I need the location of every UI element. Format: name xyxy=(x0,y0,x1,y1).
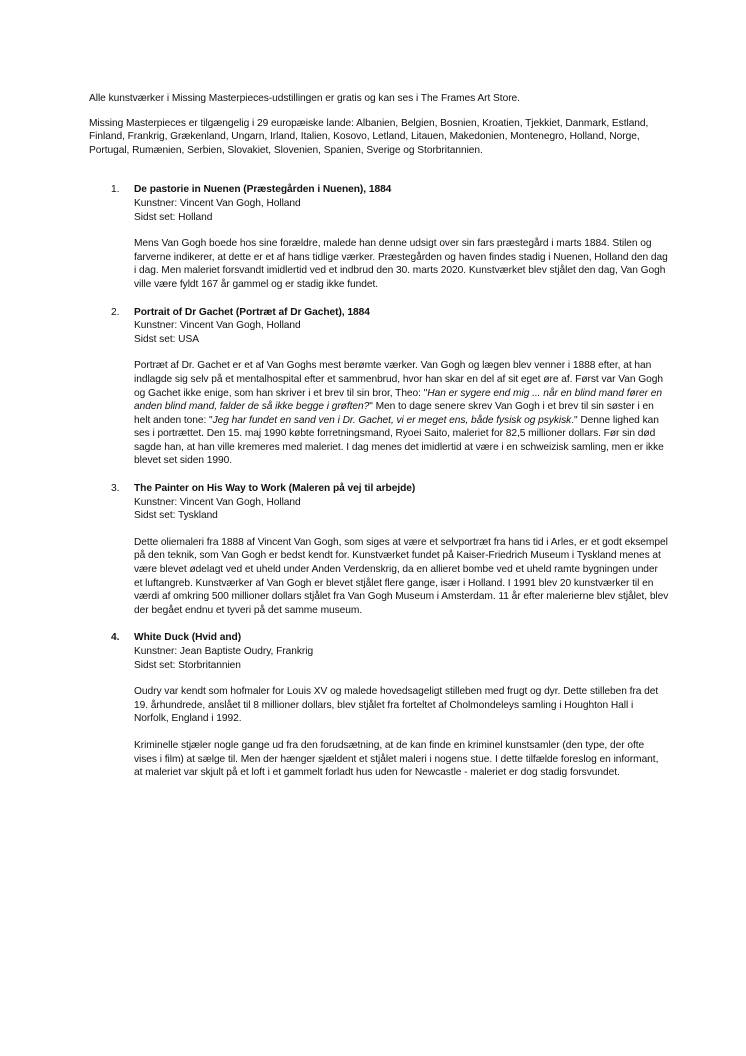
description-text: " Men to dage senere skrev Van Gogh i et brev til sin søster i en helt anden tone: " xyxy=(134,401,654,426)
quote-text: Han er sygere end mig ... når en blind mand fører en anden blind mand, falder de så ikke begge i grøften? xyxy=(134,387,662,413)
intro-paragraph-2: Missing Masterpieces er tilgængelig i 29 europæiske lande: Albanien, Belgien, Bosnien, Kroatien, Tjekkiet, Danmark, Estland, Finland, Frankrig, Grækenland, Ungarn, Irland, Italien, Kosovo, Letland, Litauen, Makedonien, Montenegro, Holland, Norge, Portugal, Rumænien, Serbien, Slovakiet, Slovenien, Spanien, Sverige og Storbritannien. xyxy=(89,117,649,156)
artwork-item-2 xyxy=(89,306,669,469)
document-page xyxy=(89,92,669,794)
item-number: 4. xyxy=(111,632,120,644)
artwork-item-3 xyxy=(89,482,669,617)
intro-paragraph-1: Alle kunstværker i Missing Masterpieces-udstillingen er gratis og kan ses i The Frames Art Store. xyxy=(89,93,520,104)
quote-text: Jeg har fundet en sand ven i Dr. Gachet, vi er meget ens, både fysisk og psykisk xyxy=(212,414,572,426)
artwork-description: Mens Van Gogh boede hos sine forældre, malede han denne udsigt over sin fars præstegård i marts 1884. Stilen og farverne indikerer, at dette er et af hans tidlige værker. Præstegården og haven findes stadig i Nuenen, Holland den dag i dag. Men maleriet forsvandt imidlertid ved et indbrud den 30. marts 2020. Kunstværket blev stjålet den dag, Van Gogh ville være fyldt 167 år gammel og er stadig ikke fundet. xyxy=(134,238,668,290)
item-number: 2. xyxy=(111,306,120,318)
artwork-last-seen: Sidst set: Tyskland xyxy=(134,510,218,522)
artwork-description-2: Kriminelle stjæler nogle gange ud fra den forudsætning, at de kan finde en kriminel kunstsamler (den type, der ofte vises i film) at sælge til. Men der hænger sjældent et stjålet maleri i nogens stue. I dette tilfælde foreslog en informant, at maleriet var skjult på et loft i et gammelt forladt hus uden for Newcastle - maleriet er dog stadig forsvundet. xyxy=(134,739,659,779)
artwork-artist: Kunstner: Vincent Van Gogh, Holland xyxy=(134,320,301,332)
artwork-item-4 xyxy=(89,631,669,779)
artwork-list xyxy=(89,183,669,779)
artwork-title: Portrait of Dr Gachet (Portræt af Dr Gachet), 1884 xyxy=(134,306,370,318)
artwork-last-seen: Sidst set: Storbritannien xyxy=(134,659,241,671)
description-text: Portræt af Dr. Gachet er et af Van Goghs mest berømte værker. Van Gogh og lægen blev venner i 1888 efter, at han indlagde sig selv på et mentalhospital efter et sammenbrud, hvor han skar en del af sit eget øre af. Først var Van Gogh og Gachet ikke enige, som han skriver i et brev til sin bror, Theo: " xyxy=(134,360,663,399)
artwork-item-1 xyxy=(89,183,669,291)
artwork-description xyxy=(134,359,669,468)
artwork-artist: Kunstner: Vincent Van Gogh, Holland xyxy=(134,496,301,508)
item-number: 1. xyxy=(111,184,120,196)
artwork-description: Oudry var kendt som hofmaler for Louis XV og malede hovedsageligt stilleben med frugt og dyr. Dette stilleben fra det 19. århundrede, anslået til 8 millioner dollars, blev stjålet fra forteltet af Cholmondeleys samling i Houghton Hall i Norfolk, England i 1992. xyxy=(134,686,659,725)
artwork-artist: Kunstner: Jean Baptiste Oudry, Frankrig xyxy=(134,646,314,657)
artwork-last-seen: Sidst set: Holland xyxy=(134,211,213,223)
artwork-title: De pastorie in Nuenen (Præstegården i Nuenen), 1884 xyxy=(134,184,392,196)
artwork-title: White Duck (Hvid and) xyxy=(134,632,242,644)
description-text: ." Denne lighed kan ses i portrættet. Den 15. maj 1990 købte forretningsmand, Ryoei Saito, maleriet for 82,5 millioner dollars. Før sin død sagde han, at han ville kremeres med maleriet. I dag menes det imidlertid at være i en schweizisk samling, men er ikke blevet set siden 1990. xyxy=(134,414,664,467)
artwork-description: Dette oliemaleri fra 1888 af Vincent Van Gogh, som siges at være et selvportræt fra hans tid i Arles, er et godt eksempel på den teknik, som Van Gogh er bedst kendt for. Kunstværket fundet på Kaiser-Friedrich Museum i Tyskland menes at være blevet ødelagt ved et uheld under Anden Verdenskrig, da en allieret bombe ved et uheld ramte bygningen under et luftangreb. Kunstværker af Van Gogh er blevet stjålet flere gange, især i Holland. I 1991 blev 20 kunstværker til en værdi af omkring 500 millioner dollars stjålet fra Van Gogh Museum i Amsterdam. 11 år efter malerierne blev stjålet, blev der begået endnu et tyveri på det samme museum. xyxy=(134,536,669,616)
item-number: 3. xyxy=(111,483,120,495)
artwork-title: The Painter on His Way to Work (Maleren på vej til arbejde) xyxy=(134,483,416,495)
artwork-artist: Kunstner: Vincent Van Gogh, Holland xyxy=(134,197,301,209)
artwork-last-seen: Sidst set: USA xyxy=(134,333,199,345)
